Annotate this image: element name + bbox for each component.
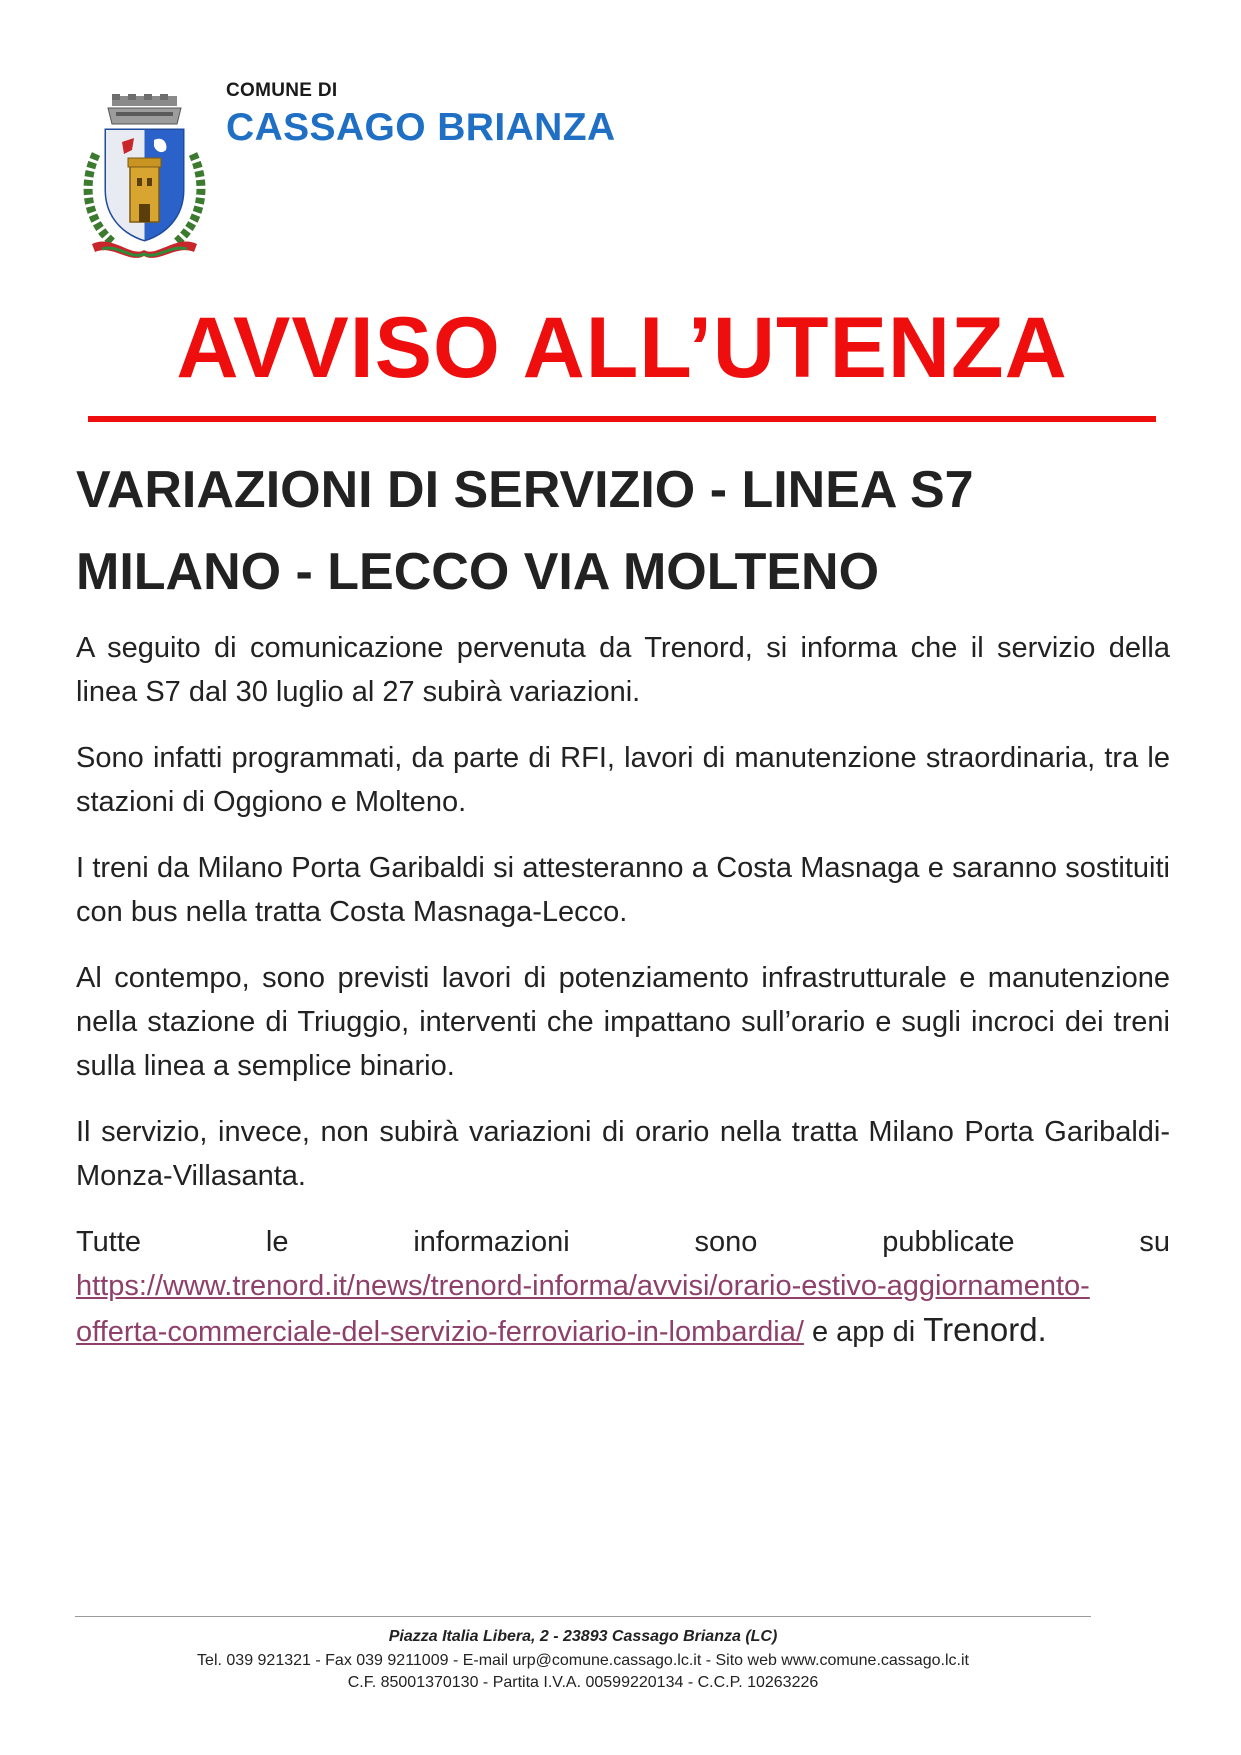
municipal-crest-icon (82, 94, 207, 264)
body-paragraph: Il servizio, invece, non subirà variazioni di orario nella tratta Milano Porta Garibaldi-Monza-Villasanta. (76, 1116, 1170, 1192)
footer-address: Piazza Italia Libera, 2 - 23893 Cassago Brianza (LC) (388, 1628, 778, 1645)
heading-underline (88, 416, 1156, 422)
body-paragraph: I treni da Milano Porta Garibaldi si attesteranno a Costa Masnaga e saranno sostituiti con bus nella tratta Costa Masnaga-Lecco. (76, 852, 1170, 928)
notice-body (76, 626, 1170, 1354)
trenord-info-link[interactable]: https://www.trenord.it/news/trenord-informa/avvisi/orario-estivo-aggiornamento-offerta-commerciale-del-servizio-ferroviario-in-lombardia/ (76, 1270, 1090, 1348)
notice-subtitle-line1: VARIAZIONI DI SERVIZIO - LINEA S7 (76, 461, 974, 519)
notice-heading: AVVISO ALL’UTENZA (176, 300, 1068, 396)
footer-fiscal: C.F. 85001370130 - Partita I.V.A. 00599220134 - C.C.P. 10263226 (347, 1674, 819, 1691)
body-paragraph: A seguito di comunicazione pervenuta da Trenord, si informa che il servizio della linea S7 dal 30 luglio al 27 subirà variazioni. (76, 632, 1170, 708)
notice-subtitle-line2: MILANO - LECCO VIA MOLTENO (76, 543, 880, 601)
comune-pre-title: COMUNE DI (226, 80, 338, 101)
trenord-brand-text: Trenord. (923, 1311, 1047, 1348)
letterhead (82, 80, 722, 264)
body-paragraph: Sono infatti programmati, da parte di RFI, lavori di manutenzione straordinaria, tra le stazioni di Oggiono e Molteno. (76, 742, 1170, 818)
info-line (76, 1264, 1170, 1354)
comune-title: CASSAGO BRIANZA (226, 106, 616, 149)
info-intro: Tutte le informazioni sono pubblicate su (76, 1226, 1170, 1258)
body-paragraph: Al contempo, sono previsti lavori di potenziamento infrastrutturale e manutenzione nella stazione di Triuggio, interventi che impattano sull’orario e sugli incroci dei treni sulla linea a semplice binario. (76, 962, 1170, 1082)
footer-divider (75, 1616, 1091, 1617)
footer-contacts: Tel. 039 921321 - Fax 039 9211009 - E-mail urp@comune.cassago.lc.it - Sito web www.comune.cassago.lc.it (197, 1652, 969, 1669)
info-after-text: e app di (803, 1316, 924, 1348)
